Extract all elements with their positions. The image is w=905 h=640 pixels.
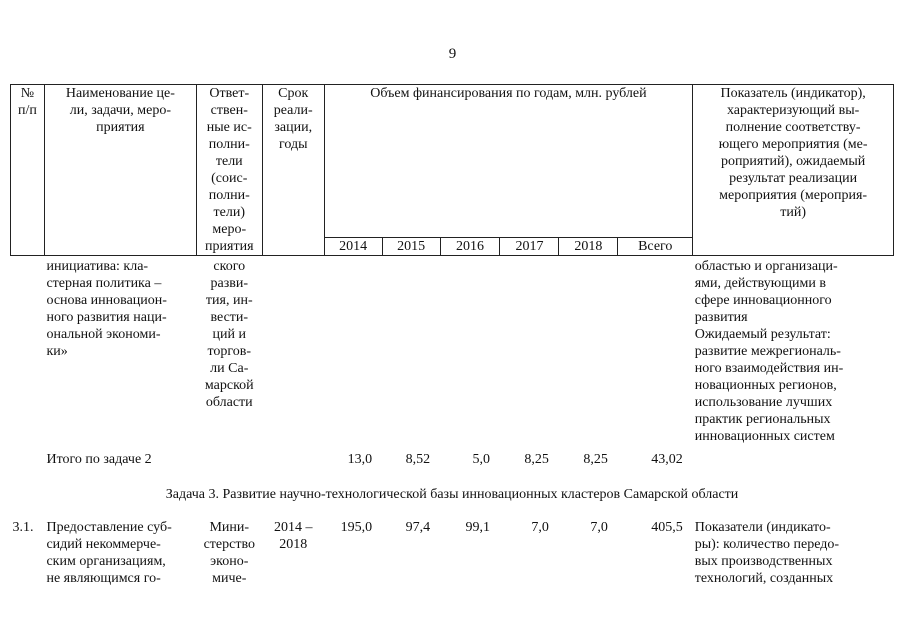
header-indicator: Показатель (индикатор), характеризующий вы- полнение соответству- ющего мероприятия (ме- роприятий), ожидаемый результат реализации мероприятия (мероприя- тий) — [693, 85, 894, 256]
total-task2-value: 8,25 — [524, 452, 549, 467]
row-3-1-value: 195,0 — [340, 520, 373, 535]
total-task2-value: 5,0 — [472, 452, 490, 467]
header-year: 2016 — [440, 238, 500, 256]
header-year: 2017 — [500, 238, 559, 256]
total-task2-value: 8,25 — [583, 452, 608, 467]
row-3-1-value: 99,1 — [465, 520, 490, 535]
row-3-1-value: 7,0 — [531, 520, 549, 535]
header-year: 2018 — [559, 238, 618, 256]
funding-table — [10, 84, 894, 587]
page-number: 9 — [448, 46, 457, 62]
table-row-3-1 — [11, 519, 894, 587]
total-task2-value: 8,52 — [405, 452, 431, 467]
row-3-1-num: 3.1. — [12, 520, 34, 535]
row-3-1-value: 405,5 — [651, 520, 683, 535]
continuation-responsible: ского разви- тия, ин- вести- ций и торгов- ли Са- марской области — [204, 259, 254, 410]
header-year-total: Всего — [618, 238, 693, 256]
header-responsible: Ответ- ствен- ные ис- полни- тели (соис- полни- тели) меро- приятия — [196, 85, 262, 256]
row-3-1-responsible: Мини- стерство эконо- миче- — [203, 520, 255, 586]
total-task2-label: Итого по задаче 2 — [46, 452, 152, 467]
header-row — [11, 85, 894, 238]
row-3-1-value: 97,4 — [405, 520, 431, 535]
continuation-row — [11, 256, 894, 446]
header-term: Срок реали- зации, годы — [262, 85, 324, 256]
continuation-indicator: областью и организаци- ями, действующими в сфере инновационного развития Ожидаемый результат: развитие межрегиональ- ного взаимодействия ин- новационных регионов, использование лучших практик региональных инновационных систем — [694, 259, 844, 444]
header-funding: Объем финансирования по годам, млн. рублей — [324, 85, 693, 238]
row-3-1-value: 7,0 — [590, 520, 608, 535]
row-3-1-name: Предоставление суб- сидий некоммерче- ским организациям, не являющимся го- — [46, 520, 172, 586]
header-name: Наименование це- ли, задачи, меро- приятия — [44, 85, 196, 256]
header-year: 2014 — [324, 238, 382, 256]
task3-title: Задача 3. Развитие научно-технологической базы инновационных кластеров Самарской области — [165, 487, 739, 502]
header-year: 2015 — [382, 238, 440, 256]
row-3-1-indicator: Показатели (индикато- ры): количество передо- вых производственных технологий, созданных — [694, 520, 840, 586]
total-task2-row — [11, 445, 894, 468]
total-task2-value: 13,0 — [347, 452, 373, 467]
total-task2-value: 43,02 — [651, 452, 683, 467]
task3-row — [11, 468, 894, 519]
row-3-1-term: 2014 – 2018 — [273, 520, 313, 552]
header-num: № п/п — [11, 85, 45, 256]
continuation-name: инициатива: кла- стерная политика – основа инновацион- ного развития наци- ональной экономи- ки» — [46, 259, 167, 359]
